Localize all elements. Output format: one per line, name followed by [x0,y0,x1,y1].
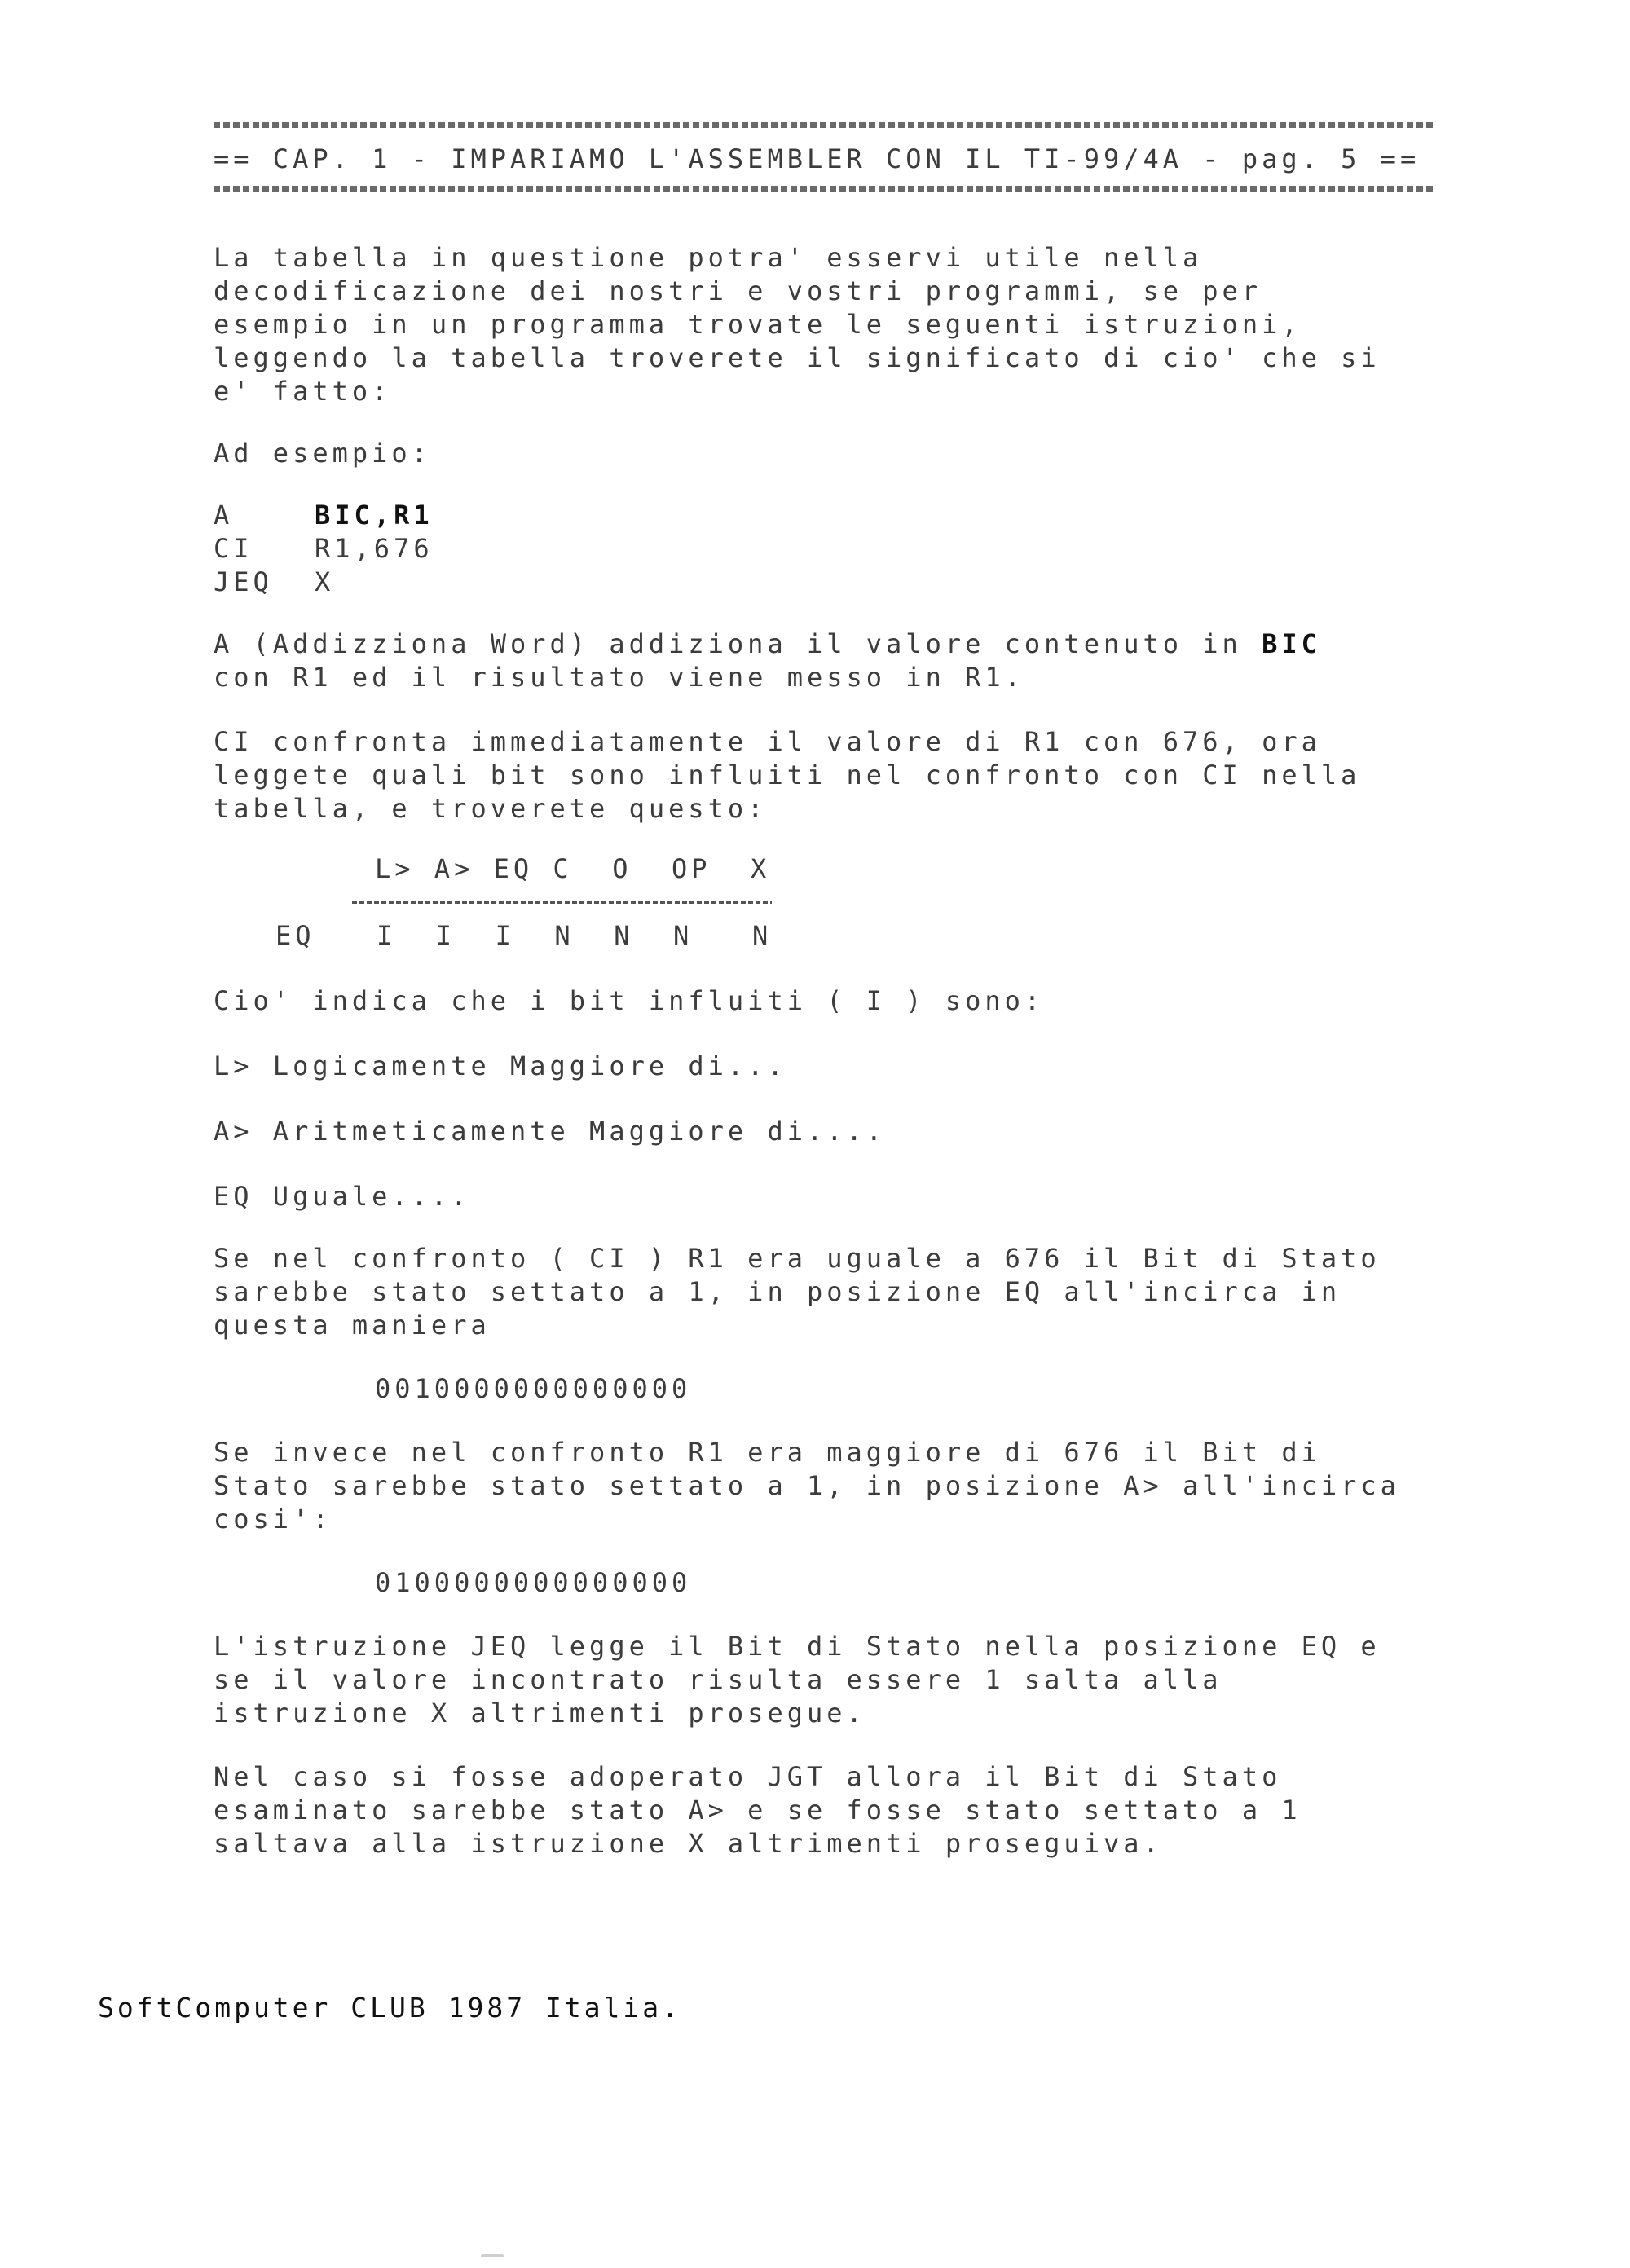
header-rule-bottom [214,186,1434,192]
flag-table-rule [352,901,772,904]
header-rule-top [214,122,1434,128]
intro-line: decodificazione dei nostri e vostri programmi, se per [214,275,1262,306]
status-bits-eq: 0010000000000000 [375,1373,692,1404]
para-ci-line: tabella, e troverete questo: [214,793,768,824]
para-a-line: con R1 ed il risultato viene messo in R1. [214,662,1024,693]
code-arg: R1,676 [315,533,434,564]
code-op: A [214,500,234,531]
intro-line: esempio in un programma trovate le seguenti istruzioni, [214,309,1302,340]
para-jgt-line: saltava alla istruzione X altrimenti proseguiva. [214,1828,1163,1859]
bits-intro: Cio' indica che i bit influiti ( I ) sono: [214,985,1045,1016]
bit-def: A> Aritmeticamente Maggiore di.... [214,1116,887,1147]
intro-line: e' fatto: [214,376,392,407]
footer-credit: SoftComputer CLUB 1987 Italia. [98,1992,682,2024]
code-op: JEQ [214,566,273,597]
scan-artifact [481,2254,504,2257]
flag-table-header: L> A> EQ C O OP X [375,853,771,884]
code-arg: X [315,566,335,597]
para-a-text: A (Addizziona Word) addiziona il valore contenuto in [214,628,1262,659]
para-a-bold: BIC [1262,628,1321,659]
flag-table-row-label: EQ [275,920,315,951]
para-a-line [214,628,1321,660]
para-eq-line: questa maniera [214,1310,491,1341]
para-jgt-line: esaminato sarebbe stato A> e se fosse stato settato a 1 [214,1795,1302,1825]
para-ci-line: leggete quali bit sono influiti nel confronto con CI nella [214,760,1361,790]
para-agt-line: Stato sarebbe stato settato a 1, in posizione A> all'incirca [214,1470,1400,1501]
example-label: Ad esempio: [214,438,431,469]
para-ci-line: CI confronta immediatamente il valore di R1 con 676, ora [214,726,1321,757]
para-jgt-line: Nel caso si fosse adoperato JGT allora il Bit di Stato [214,1761,1282,1792]
code-arg: BIC,R1 [315,500,434,531]
page-header-title: == CAP. 1 - IMPARIAMO L'ASSEMBLER CON IL TI-99/4A - pag. 5 == [214,143,1421,174]
code-op: CI [214,533,253,564]
intro-line: leggendo la tabella troverete il significato di cio' che si [214,342,1381,373]
bit-def: L> Logicamente Maggiore di... [214,1050,787,1081]
para-jeq-line: istruzione X altrimenti prosegue. [214,1698,866,1729]
bit-def: EQ Uguale.... [214,1181,471,1212]
para-agt-line: cosi': [214,1504,333,1535]
para-agt-line: Se invece nel confronto R1 era maggiore di 676 il Bit di [214,1437,1321,1468]
flag-table-row-values: I I I N N N N [377,920,773,951]
intro-line: La tabella in questione potra' esservi utile nella [214,242,1203,273]
para-eq-line: Se nel confronto ( CI ) R1 era uguale a 676 il Bit di Stato [214,1243,1381,1274]
status-bits-agt: 0100000000000000 [375,1567,692,1598]
para-jeq-line: L'istruzione JEQ legge il Bit di Stato nella posizione EQ e [214,1631,1381,1662]
para-eq-line: sarebbe stato settato a 1, in posizione EQ all'incirca in [214,1276,1341,1307]
para-jeq-line: se il valore incontrato risulta essere 1 salta alla [214,1664,1222,1695]
